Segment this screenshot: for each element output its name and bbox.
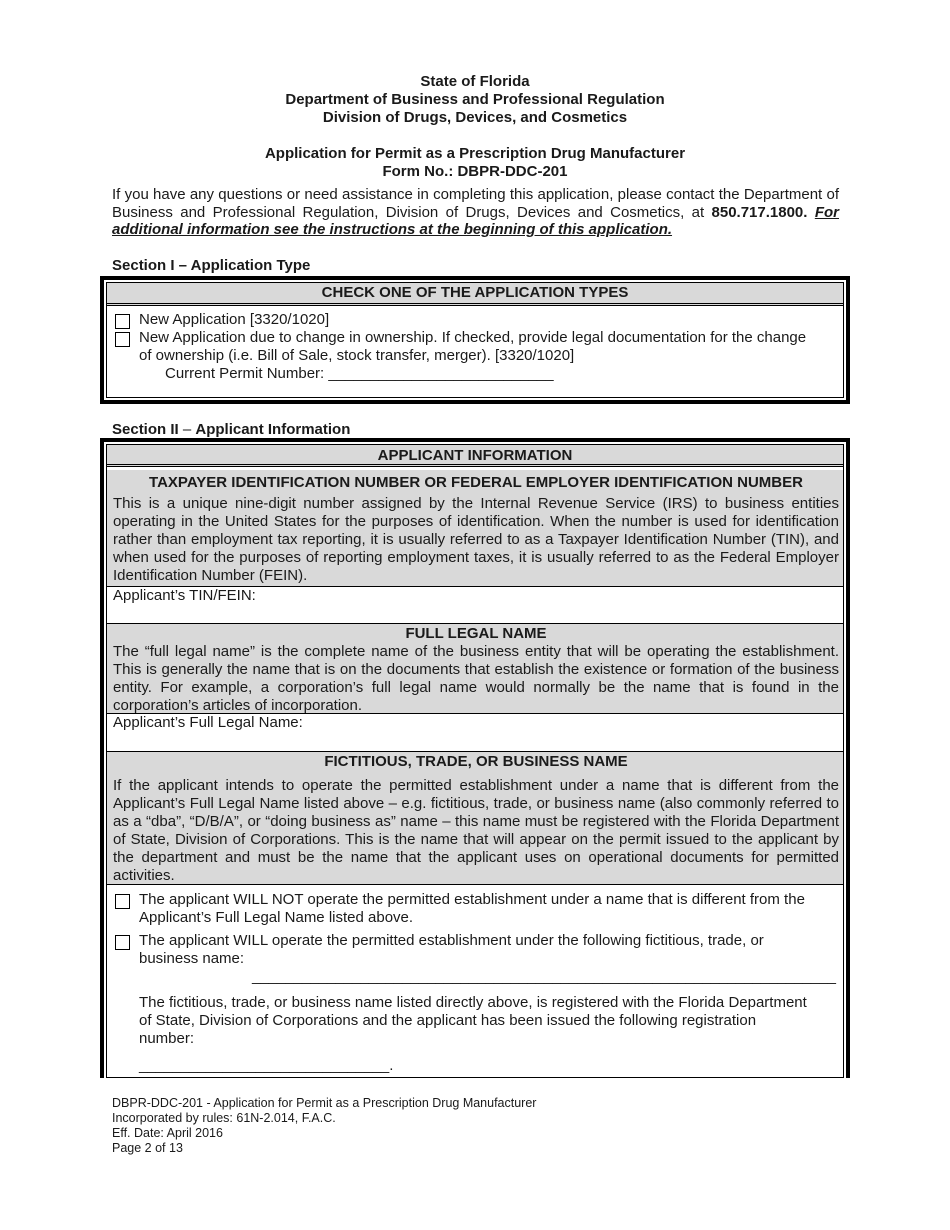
registered-text-1: The fictitious, trade, or business name listed directly above, is registered with the Florida Department	[139, 994, 807, 1011]
will-label-1: The applicant WILL operate the permitted establishment under the following fictitious, trade, or	[139, 932, 764, 949]
intro-text: If you have any questions or need assistance in completing this application, please contact the Department of Business and Professional Regulation, Division of Drugs, Devices and Cosmetics, at	[112, 186, 839, 221]
fictitious-name-section	[107, 752, 843, 885]
fictitious-name-field[interactable]: ______________________________________________________________________	[252, 968, 836, 985]
page-footer	[112, 1096, 536, 1156]
tin-heading: TAXPAYER IDENTIFICATION NUMBER OR FEDERAL EMPLOYER IDENTIFICATION NUMBER	[149, 474, 803, 491]
application-type-bar: CHECK ONE OF THE APPLICATION TYPES	[107, 283, 843, 306]
full-legal-name-section	[107, 624, 843, 714]
change-ownership-checkbox[interactable]	[115, 332, 130, 347]
intro-paragraph	[112, 186, 839, 239]
change-ownership-label-2: of ownership (i.e. Bill of Sale, stock transfer, merger). [3320/1020]	[139, 347, 575, 364]
section-2-dash: –	[178, 421, 196, 438]
full-legal-name-description: The “full legal name” is the complete name of the business entity that will be operating the establishment. This is generally the name that is on the documents that establish the existence or formation of the business entity. For example, a corporation’s full legal name would normally be the name that is found in the corporation’s articles of incorporation.	[113, 643, 839, 714]
current-permit-number-field[interactable]: Current Permit Number: ___________________________	[165, 365, 554, 382]
form-title: Application for Permit as a Prescription Drug Manufacturer	[264, 145, 686, 162]
footer-eff-date: Eff. Date: April 2016	[112, 1126, 223, 1140]
footer-rules: Incorporated by rules: 61N-2.014, F.A.C.	[112, 1111, 336, 1125]
registration-number-field[interactable]: ______________________________.	[139, 1057, 394, 1074]
footer-form-title: DBPR-DDC-201 - Application for Permit as a Prescription Drug Manufacturer	[112, 1096, 537, 1110]
full-legal-name-label: Applicant’s Full Legal Name:	[113, 714, 303, 731]
tin-section	[107, 470, 843, 587]
will-label-2: business name:	[139, 950, 245, 967]
section-2-label: Section II	[112, 421, 179, 438]
tin-description: This is a unique nine-digit number assigned by the Internal Revenue Service (IRS) to business entities operating in the United States for the purposes of identification. When the number is used for identification rather than employment tax reporting, it is usually referred to as a Taxpayer Identification Number (TIN), and when used for the purposes of reporting employment taxes, it is usually referred to as the Federal Employer Identification Number (FEIN).	[113, 495, 839, 584]
application-type-inner	[106, 282, 844, 398]
tin-field[interactable]	[107, 587, 843, 624]
applicant-information-bar: APPLICANT INFORMATION	[107, 445, 843, 467]
full-legal-name-heading: FULL LEGAL NAME	[405, 625, 547, 642]
will-not-label-2: Applicant’s Full Legal Name listed above.	[139, 909, 414, 926]
change-ownership-label-1: New Application due to change in ownership. If checked, provide legal documentation for the change	[139, 329, 807, 346]
new-application-checkbox[interactable]	[115, 314, 130, 329]
section-2-title	[112, 421, 350, 439]
instructions-note: For additional information see the instructions at the beginning of this application.	[112, 203, 839, 238]
contact-phone: 850.717.1800.	[711, 203, 808, 221]
footer-page-number: Page 2 of 13	[112, 1141, 183, 1155]
division-title: Division of Drugs, Devices, and Cosmetics	[322, 109, 628, 126]
registered-text-2: of State, Division of Corporations and the applicant has been issued the following registration	[139, 1012, 757, 1029]
full-legal-name-field[interactable]	[107, 714, 843, 752]
section-1-title: Section I – Application Type	[112, 257, 311, 274]
will-not-label-1: The applicant WILL NOT operate the permitted establishment under a name that is different from the	[139, 891, 805, 908]
applicant-information-inner	[106, 444, 844, 1078]
application-type-box	[100, 276, 850, 404]
fictitious-name-heading: FICTITIOUS, TRADE, OR BUSINESS NAME	[324, 753, 628, 770]
fictitious-name-description: If the applicant intends to operate the permitted establishment under a name that is different from the Applicant’s Full Legal Name listed above – e.g. fictitious, trade, or business name (also commonly referred to as a “dba”, “D/B/A”, or “doing business as” name – this name must be registered with the Florida Department of State, Division of Corporations. This is the name that will appear on the permit issued to the applicant by the department and must be the name that the applicant uses on operational documents for permitted activities.	[113, 777, 839, 884]
section-2-name: Applicant Information	[195, 421, 351, 438]
form-number: Form No.: DBPR-DDC-201	[382, 163, 568, 180]
registered-text-3: number:	[139, 1030, 195, 1047]
state-title: State of Florida	[420, 73, 530, 90]
new-application-label: New Application [3320/1020]	[139, 311, 330, 328]
tin-label: Applicant’s TIN/FEIN:	[113, 587, 256, 604]
will-not-checkbox[interactable]	[115, 894, 130, 909]
applicant-information-box	[100, 438, 850, 1078]
department-title: Department of Business and Professional Regulation	[285, 91, 665, 108]
will-checkbox[interactable]	[115, 935, 130, 950]
